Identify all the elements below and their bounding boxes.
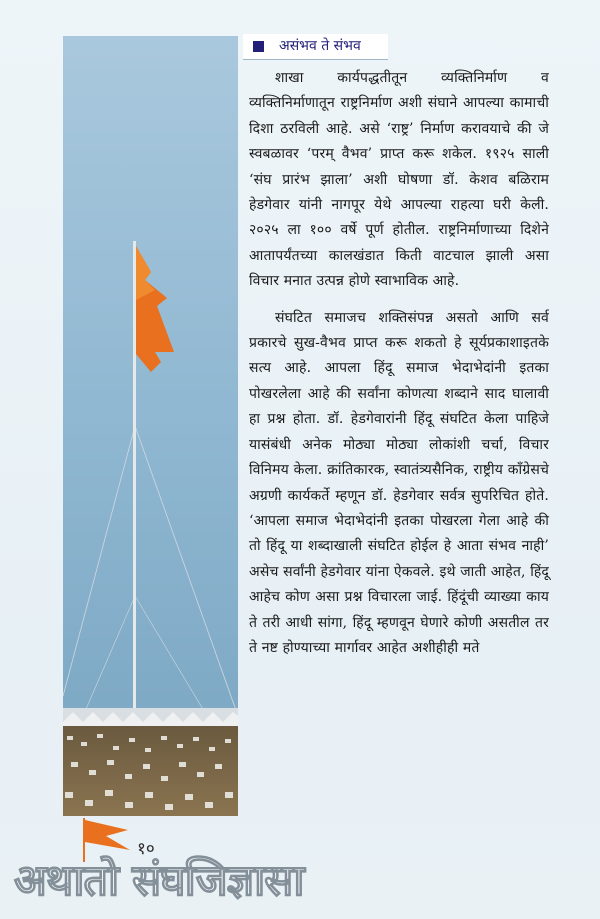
section-heading <box>243 34 388 60</box>
article-body <box>249 66 549 672</box>
flag-photo <box>63 36 238 816</box>
flag-image <box>63 36 238 816</box>
paragraph: संघटित समाजच शक्तिसंपन्न असतो आणि सर्व प्रकारचे सुख-वैभव प्राप्त करू शकतो हे सूर्यप्रकाशाइतके सत्य आहे. आपला हिंदू समाज भेदाभेदांनी इतका पोखरलेला आहे की सर्वांना कोणत्या शब्दाने साद घालावी हा प्रश्न होता. डॉ. हेडगेवारांनी हिंदू संघटित केला पाहिजे यासंबंधी अनेक मोठ्या मोठ्या लोकांशी चर्चा, विचार विनिमय केला. क्रांतिकारक, स्वातंत्र्यसैनिक, राष्ट्रीय काँग्रेसचे अग्रणी कार्यकर्ते म्हणून डॉ. हेडगेवार सर्वत्र सुपरिचित होते. ‘आपला समाज भेदाभेदांनी इतका पोखरला गेला आहे की तो हिंदू या शब्दाखाली संघटित होईल हे आता संभव नाही’ असेच सर्वांनी हेडगेवार यांना ऐकवले. इथे जाती आहेत, हिंदू आहेच कोण असा प्रश्न विचारला जाई. हिंदूंची व्याख्या काय ते तरी आधी सांगा, हिंदू म्हणवून घेणारे कोणी असतील तर ते नष्ट होण्याच्या मार्गावर आहेत अशीहीही मते <box>249 309 549 656</box>
section-title: असंभव ते संभव <box>279 38 361 54</box>
bullet-square-icon <box>253 41 264 52</box>
page-number: १० <box>137 839 155 859</box>
paragraph: शाखा कार्यपद्धतीतून व्यक्तिनिर्माण व व्यक्तिनिर्माणातून राष्ट्रनिर्माण अशी संघाने आपल्या कामाची दिशा ठरविली आहे. असे ‘राष्ट्र’ निर्माण करावयाचे की जे स्वबळावर ‘परम् वैभव’ प्राप्त करू शकेल. १९२५ साली ‘संघ प्रारंभ झाला’ अशी घोषणा डॉ. केशव बळिराम हेडगेवार यांनी नागपूर येथे आपल्या राहत्या घरी केली. २०२५ ला १०० वर्षे पूर्ण होतील. राष्ट्रनिर्माणाच्या दिशेने आतापर्यंतच्या कालखंडात किती वाटचाल झाली असा विचार मनात उत्पन्न होणे स्वाभाविक आहे. <box>249 70 549 290</box>
book-title-logo: अथातो संघजिज्ञासा <box>14 856 304 906</box>
